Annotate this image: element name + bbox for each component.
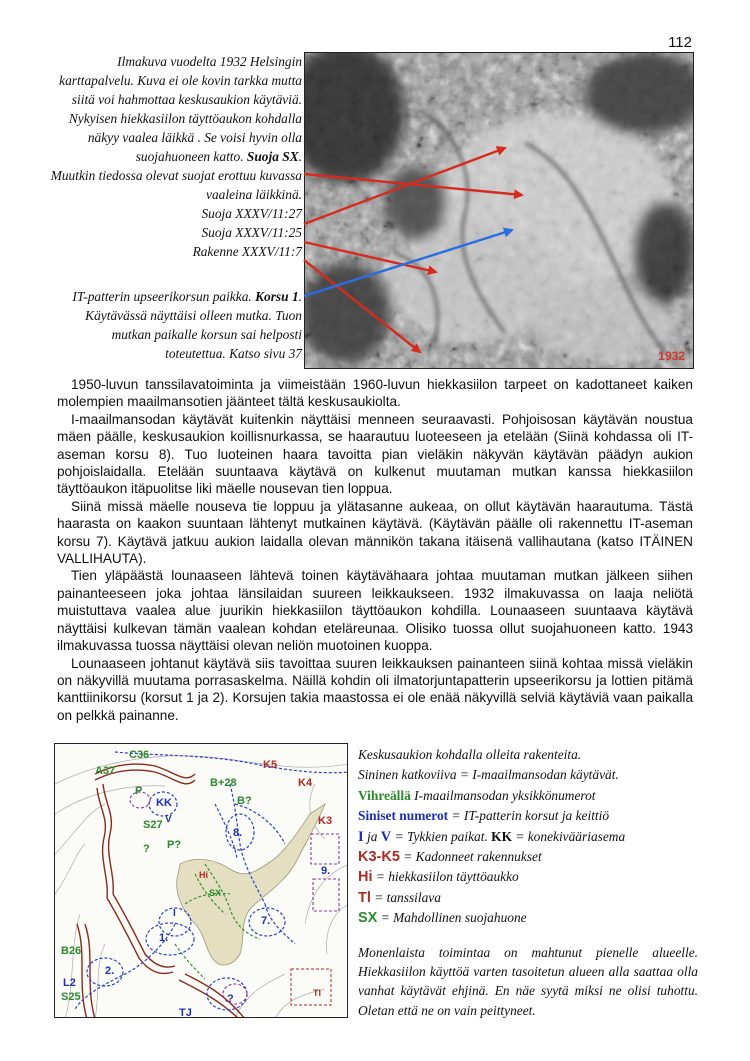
caption-sx: Nykyisen hiekkasiilon täyttöaukon kohdalla näkyy vaalea läikkä . Se voisi hyvin olla suojahuoneen katto. Suoja SX. <box>68 111 302 164</box>
map-label-tj: TJ <box>179 1007 192 1018</box>
map-label-2: 2. <box>105 965 115 977</box>
map-label-kk: KK <box>156 797 172 809</box>
paragraph: Tien yläpäästä lounaaseen lähtevä toinen käytävähaara johtaa muutaman mutkan jälkeen siihen painanteeseen joka johtaa länsilaidan suureen leikkaukseen. 1932 ilmakuvassa on laaja neliötä muistuttava vaalea alue juurikin hiekkasiilon täyttöaukon kohdilla. Lounaaseen suuntaava käytävä näyttäisi kulkevan tämän vaalean kohdan eteläreunaa. Olisiko tuossa ollut suojahuoneen katto. 1943 ilmakuvassa tuossa näyttäisi olevan neliön muotoinen kuoppa. <box>57 568 693 654</box>
legend-guns: I ja V = Tykkien paikat. KK = konekivääriasema <box>358 828 626 845</box>
map-label-1: 1. <box>159 932 169 944</box>
map-label-k4: K4 <box>298 777 313 789</box>
map-sand-area <box>177 804 325 965</box>
site-map-drawing <box>55 744 348 1018</box>
paragraph: Siinä missä mäelle nouseva tie loppuu ja ylätasanne aukeaa, on ollut käytävän haarautuma. Tästä haarasta on kaakon suuntaan lähtenyt mutkainen käytävä. (Käytävän päälle oli rakennettu IT-aseman korsu 7). Käytävä jatkuu aukion laidalla olevan männikön takana itäisenä vallihautana (katso ITÄINEN VALLIHAUTA). <box>57 498 693 567</box>
arrow-rakenne-7 <box>304 260 420 352</box>
caption-intro: Ilmakuva vuodelta 1932 Helsingin karttapalvelu. Kuva ei ole kovin tarkka mutta siitä voi hahmottaa keskusaukion käytäviä. <box>59 54 302 107</box>
legend-green: Vihreällä I-maailmansodan yksikkönumerot <box>358 787 596 803</box>
legend-tl: Tl = tanssilava <box>358 889 441 906</box>
caption-label-rakenne-7: Rakenne XXXV/11:7 <box>192 244 302 259</box>
map-label-question-2: ? <box>227 993 234 1005</box>
paragraph: 1950-luvun tanssilavatoiminta ja viimeistään 1960-luvun hiekkasiilon tarpeet on kadottaneet kaiken molempien maailmansotien jäänteet tältä keskusaukiolta. <box>57 377 693 410</box>
map-label-b28: B+28 <box>210 777 237 789</box>
map-label-7: 7. <box>261 915 271 927</box>
photo-year-label: 1932 <box>658 349 685 363</box>
legend-hi: Hi = hiekkasiilon täyttöaukko <box>358 869 519 886</box>
paragraph: I-maailmansodan käytävät kuitenkin näyttäisi menneen seuraavasti. Pohjoisosan käytävän noustua mäen päälle, keskusaukion koillisnurkassa, se haarautuu luoteeseen ja etelään (Siinä kohdassa oli IT-aseman korsu 8). Tuo luoteinen haara tavoitta pian vieläkin näkyvän käytävän päädyn aukion pohjoislaidalla. Etelään suuntaava käytävä on kulkenut muutaman mutkan kanssa hiekkasiilon täyttöaukon itäpuolitse liki mäelle nousevan tien loppua. <box>57 411 693 497</box>
caption-korsu: IT-patterin upseerikorsun paikka. Korsu 1. Käytävässä näyttäisi olleen mutka. Tuon mutkan paikalle korsun sai helposti toteutettua. Katso sivu 37 <box>72 289 302 361</box>
legend-title: Keskusaukion kohdalla olleita rakenteita. <box>358 747 582 762</box>
map-label-p: P <box>135 785 143 797</box>
map-label-hi: Hi <box>199 870 208 880</box>
legend-blue-numbers: Siniset numerot = IT-patterin korsut ja keittiö <box>358 808 610 824</box>
map-label-b26: B26 <box>61 945 82 957</box>
legend-note: Monenlaista toimintaa on mahtunut pienelle alueelle. Hiekkasiilon käyttöä varten tasoitetun alueen alla saattaa olla vanhat käytävät ehjinä. En näe syytä miksi ne olisi tuhottu. Oletan että ne on vain peittyneet. <box>358 944 698 1018</box>
legend-blue-dashed: Sininen katkoviiva = I-maailmansodan käytävät. <box>358 767 619 783</box>
map-label-9: 9. <box>321 865 331 877</box>
map-label-k5: K5 <box>263 759 278 771</box>
arrow-suoja-27 <box>304 148 505 224</box>
map-label-k3: K3 <box>318 815 333 827</box>
arrow-suoja-sx <box>304 174 522 195</box>
map-label-s27: S27 <box>143 819 163 831</box>
map-label-p-question: P? <box>167 839 182 851</box>
map-label-i: I <box>173 908 176 919</box>
map-label-c36: C36 <box>129 749 150 761</box>
annotation-arrows <box>0 0 750 400</box>
map-label-question-1: ? <box>143 843 150 855</box>
map-legend <box>358 745 698 1020</box>
map-label-a37: A37 <box>95 765 116 777</box>
caption-label-suoja-27: Suoja XXXV/11:27 <box>201 206 302 221</box>
caption-label-suoja-25: Suoja XXXV/11:25 <box>201 225 302 240</box>
legend-buildings: K3-K5 = Kadonneet rakennukset <box>358 849 542 866</box>
paragraph: Lounaaseen johtanut käytävä siis tavoittaa suuren leikkauksen painanteen siinä kohtaa missä vieläkin on näkyvillä muutama porrasaskelma. Näillä kohdin oli ilmatorjuntapatterin upseerikorsu ja lottien pitämä kanttiinikorsu (korsut 1 ja 2). Korsujen takia maastossa ei ole enää näkyvillä selviä käytäviä vaan paikalla on pelkkä painanne. <box>57 655 693 723</box>
map-label-b-question: B? <box>237 795 252 807</box>
map-label-v: V <box>165 814 172 825</box>
arrow-suoja-25 <box>304 242 436 272</box>
map-label-l2: L2 <box>63 977 76 989</box>
arrow-korsu-1 <box>304 230 512 296</box>
body-text <box>57 376 693 724</box>
map-label-8: 8. <box>233 827 243 839</box>
map-label-s25: S25 <box>61 991 81 1003</box>
site-map <box>54 743 348 1018</box>
map-label-sx: SX <box>209 888 222 898</box>
legend-sx: SX = Mahdollinen suojahuone <box>358 910 527 927</box>
caption-others: Muutkin tiedossa olevat suojat erottuu kuvassa vaaleina läikkinä. <box>50 168 302 202</box>
page-number: 112 <box>668 34 692 51</box>
map-label-tl: Tl <box>313 988 321 998</box>
